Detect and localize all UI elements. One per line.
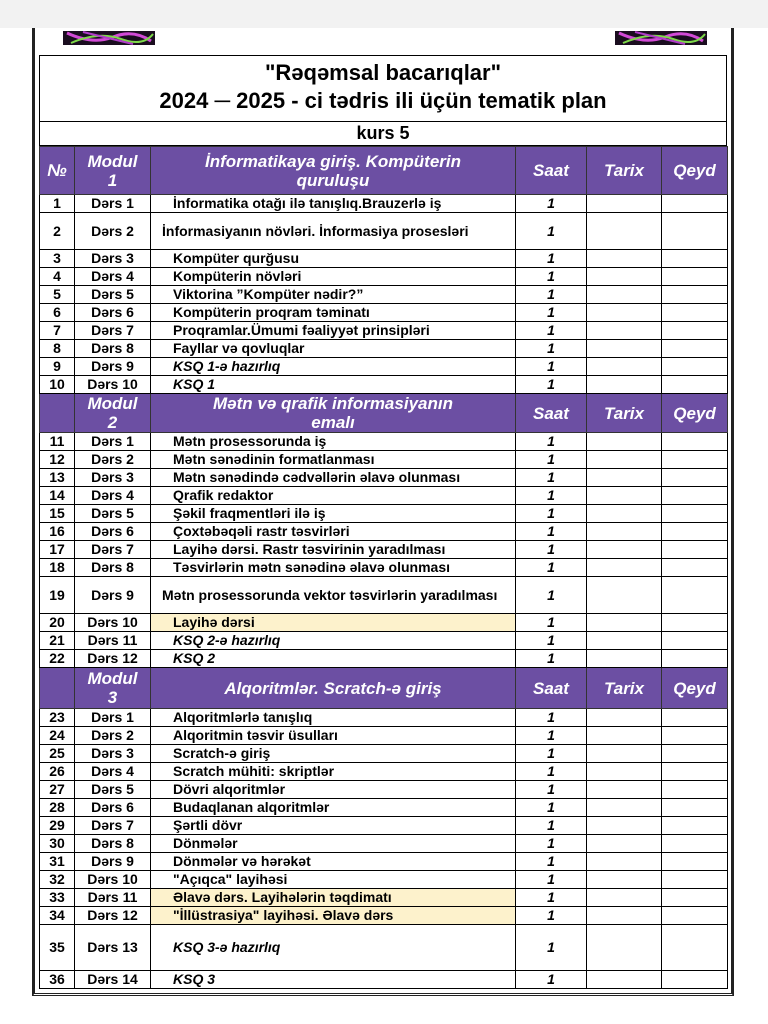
lesson-label: Dərs 1 <box>75 195 151 213</box>
table-row <box>40 650 728 668</box>
lesson-number: 11 <box>40 433 75 451</box>
lesson-note-cell <box>662 907 728 925</box>
lesson-hours: 1 <box>516 817 587 835</box>
lesson-title: Təsvirlərin mətn sənədinə əlavə olunması <box>151 559 516 577</box>
lesson-date-cell <box>587 250 662 268</box>
table-row <box>40 523 728 541</box>
lesson-title: Əlavə dərs. Layihələrin təqdimatı <box>151 889 516 907</box>
lesson-number: 22 <box>40 650 75 668</box>
lesson-hours: 1 <box>516 250 587 268</box>
header-date: Tarix <box>587 394 662 433</box>
lesson-number: 2 <box>40 213 75 250</box>
lesson-date-cell <box>587 487 662 505</box>
lesson-hours: 1 <box>516 340 587 358</box>
lesson-date-cell <box>587 853 662 871</box>
lesson-number: 26 <box>40 763 75 781</box>
lesson-label: Dərs 2 <box>75 451 151 469</box>
lesson-title: Layihə dərsi. Rastr təsvirinin yaradılması <box>151 541 516 559</box>
lesson-title: İnformatika otağı ilə tanışlıq.Brauzerlə iş <box>151 195 516 213</box>
lesson-hours: 1 <box>516 799 587 817</box>
lesson-note-cell <box>662 577 728 614</box>
lesson-hours: 1 <box>516 650 587 668</box>
table-row <box>40 376 728 394</box>
table-row <box>40 799 728 817</box>
lesson-note-cell <box>662 781 728 799</box>
table-row <box>40 925 728 971</box>
lesson-note-cell <box>662 925 728 971</box>
lesson-hours: 1 <box>516 763 587 781</box>
lesson-number: 10 <box>40 376 75 394</box>
lesson-date-cell <box>587 709 662 727</box>
lesson-label: Dərs 9 <box>75 853 151 871</box>
lesson-number: 6 <box>40 304 75 322</box>
lesson-note-cell <box>662 799 728 817</box>
lesson-number: 19 <box>40 577 75 614</box>
lesson-date-cell <box>587 559 662 577</box>
lesson-date-cell <box>587 889 662 907</box>
lesson-title: Kompüterin proqram təminatı <box>151 304 516 322</box>
table-row <box>40 250 728 268</box>
lesson-hours: 1 <box>516 376 587 394</box>
header-date: Tarix <box>587 147 662 195</box>
lesson-title: Fayllar və qovluqlar <box>151 340 516 358</box>
lesson-label: Dərs 7 <box>75 817 151 835</box>
lesson-hours: 1 <box>516 727 587 745</box>
lesson-title: Şəkil fraqmentləri ilə iş <box>151 505 516 523</box>
lesson-note-cell <box>662 195 728 213</box>
lesson-number: 4 <box>40 268 75 286</box>
lesson-date-cell <box>587 358 662 376</box>
table-row <box>40 451 728 469</box>
lesson-date-cell <box>587 835 662 853</box>
lesson-date-cell <box>587 322 662 340</box>
table-row <box>40 577 728 614</box>
lesson-label: Dərs 7 <box>75 322 151 340</box>
table-row <box>40 322 728 340</box>
lesson-hours: 1 <box>516 871 587 889</box>
lesson-label: Dərs 2 <box>75 727 151 745</box>
header-note: Qeyd <box>662 668 728 709</box>
lesson-label: Dərs 13 <box>75 925 151 971</box>
lesson-number: 23 <box>40 709 75 727</box>
table-row <box>40 853 728 871</box>
lesson-date-cell <box>587 871 662 889</box>
lesson-note-cell <box>662 614 728 632</box>
lesson-title: KSQ 3 <box>151 971 516 989</box>
lesson-note-cell <box>662 709 728 727</box>
lesson-hours: 1 <box>516 268 587 286</box>
lesson-hours: 1 <box>516 709 587 727</box>
lesson-number: 31 <box>40 853 75 871</box>
header-note: Qeyd <box>662 147 728 195</box>
decorative-ornament-right <box>615 31 707 45</box>
lesson-date-cell <box>587 727 662 745</box>
lesson-note-cell <box>662 745 728 763</box>
lesson-number: 17 <box>40 541 75 559</box>
lesson-number: 21 <box>40 632 75 650</box>
lesson-title: Mətn sənədində cədvəllərin əlavə olunması <box>151 469 516 487</box>
lesson-note-cell <box>662 871 728 889</box>
lesson-title: Proqramlar.Ümumi fəaliyyət prinsipləri <box>151 322 516 340</box>
table-row <box>40 541 728 559</box>
lesson-date-cell <box>587 650 662 668</box>
table-row <box>40 889 728 907</box>
lesson-label: Dərs 3 <box>75 469 151 487</box>
lesson-hours: 1 <box>516 853 587 871</box>
lesson-date-cell <box>587 632 662 650</box>
document-title-box <box>39 55 727 122</box>
module-header-row <box>40 394 728 433</box>
lesson-number: 7 <box>40 322 75 340</box>
lesson-note-cell <box>662 889 728 907</box>
lesson-date-cell <box>587 541 662 559</box>
module-topic: Alqoritmlər. Scratch-ə giriş <box>151 668 516 709</box>
lesson-number: 8 <box>40 340 75 358</box>
lesson-hours: 1 <box>516 451 587 469</box>
table-row <box>40 559 728 577</box>
header-number-empty <box>40 668 75 709</box>
lesson-number: 15 <box>40 505 75 523</box>
lesson-title: Scratch mühiti: skriptlər <box>151 763 516 781</box>
table-row <box>40 433 728 451</box>
lesson-number: 1 <box>40 195 75 213</box>
lesson-date-cell <box>587 505 662 523</box>
lesson-hours: 1 <box>516 971 587 989</box>
lesson-date-cell <box>587 286 662 304</box>
lesson-date-cell <box>587 799 662 817</box>
lesson-note-cell <box>662 376 728 394</box>
table-row <box>40 971 728 989</box>
module-topic: Mətn və qrafik informasiyanın emalı <box>151 394 516 433</box>
lesson-label: Dərs 11 <box>75 889 151 907</box>
lesson-label: Dərs 2 <box>75 213 151 250</box>
lesson-hours: 1 <box>516 523 587 541</box>
module-header-row <box>40 147 728 195</box>
lesson-title: Budaqlanan alqoritmlər <box>151 799 516 817</box>
lesson-number: 34 <box>40 907 75 925</box>
lesson-note-cell <box>662 487 728 505</box>
lesson-label: Dərs 12 <box>75 650 151 668</box>
table-row <box>40 213 728 250</box>
lesson-number: 16 <box>40 523 75 541</box>
lesson-note-cell <box>662 250 728 268</box>
lesson-number: 30 <box>40 835 75 853</box>
lesson-note-cell <box>662 853 728 871</box>
lesson-label: Dərs 8 <box>75 835 151 853</box>
lesson-date-cell <box>587 376 662 394</box>
lesson-title: Qrafik redaktor <box>151 487 516 505</box>
lesson-note-cell <box>662 541 728 559</box>
table-row <box>40 727 728 745</box>
lesson-number: 24 <box>40 727 75 745</box>
lesson-note-cell <box>662 451 728 469</box>
lesson-label: Dərs 9 <box>75 358 151 376</box>
module-label: Modul 2 <box>75 394 151 433</box>
table-row <box>40 871 728 889</box>
lesson-title: Dönmələr <box>151 835 516 853</box>
lesson-note-cell <box>662 358 728 376</box>
lesson-number: 29 <box>40 817 75 835</box>
lesson-title: "İllüstrasiya" layihəsi. Əlavə dərs <box>151 907 516 925</box>
lesson-hours: 1 <box>516 614 587 632</box>
table-row <box>40 614 728 632</box>
lesson-note-cell <box>662 469 728 487</box>
lesson-hours: 1 <box>516 433 587 451</box>
lesson-note-cell <box>662 763 728 781</box>
table-row <box>40 505 728 523</box>
lesson-note-cell <box>662 286 728 304</box>
lesson-title: Kompüter qurğusu <box>151 250 516 268</box>
lesson-title: KSQ 2-ə hazırlıq <box>151 632 516 650</box>
lesson-number: 5 <box>40 286 75 304</box>
header-number-empty <box>40 394 75 433</box>
table-row <box>40 817 728 835</box>
lesson-note-cell <box>662 322 728 340</box>
lesson-note-cell <box>662 433 728 451</box>
lesson-date-cell <box>587 523 662 541</box>
lesson-hours: 1 <box>516 505 587 523</box>
lesson-label: Dərs 6 <box>75 799 151 817</box>
course-label: kurs 5 <box>39 121 727 146</box>
lesson-date-cell <box>587 340 662 358</box>
lesson-title: Scratch-ə giriş <box>151 745 516 763</box>
lesson-number: 18 <box>40 559 75 577</box>
lesson-title: Mətn prosessorunda vektor təsvirlərin yaradılması <box>151 577 516 614</box>
lesson-title: Mətn prosessorunda iş <box>151 433 516 451</box>
lesson-title: Mətn sənədinin formatlanması <box>151 451 516 469</box>
header-hours: Saat <box>516 147 587 195</box>
lesson-note-cell <box>662 340 728 358</box>
table-row <box>40 763 728 781</box>
lesson-hours: 1 <box>516 322 587 340</box>
lesson-date-cell <box>587 925 662 971</box>
lesson-label: Dərs 10 <box>75 614 151 632</box>
lesson-number: 20 <box>40 614 75 632</box>
lesson-number: 28 <box>40 799 75 817</box>
lesson-note-cell <box>662 523 728 541</box>
lesson-note-cell <box>662 650 728 668</box>
table-row <box>40 709 728 727</box>
lesson-hours: 1 <box>516 907 587 925</box>
lesson-note-cell <box>662 268 728 286</box>
table-row <box>40 304 728 322</box>
table-row <box>40 469 728 487</box>
lesson-label: Dərs 8 <box>75 340 151 358</box>
lesson-hours: 1 <box>516 559 587 577</box>
lesson-note-cell <box>662 505 728 523</box>
lesson-date-cell <box>587 304 662 322</box>
lesson-label: Dərs 14 <box>75 971 151 989</box>
lesson-title: Viktorina ”Kompüter nədir?” <box>151 286 516 304</box>
lesson-label: Dərs 10 <box>75 871 151 889</box>
table-row <box>40 195 728 213</box>
lesson-label: Dərs 1 <box>75 433 151 451</box>
lesson-label: Dərs 7 <box>75 541 151 559</box>
lesson-label: Dərs 12 <box>75 907 151 925</box>
lesson-label: Dərs 10 <box>75 376 151 394</box>
lesson-hours: 1 <box>516 835 587 853</box>
lesson-hours: 1 <box>516 358 587 376</box>
lesson-label: Dərs 4 <box>75 487 151 505</box>
table-row <box>40 745 728 763</box>
lesson-title: Dönmələr və hərəkət <box>151 853 516 871</box>
lesson-hours: 1 <box>516 925 587 971</box>
header-hours: Saat <box>516 668 587 709</box>
lesson-note-cell <box>662 727 728 745</box>
lesson-hours: 1 <box>516 889 587 907</box>
lesson-date-cell <box>587 469 662 487</box>
lesson-number: 3 <box>40 250 75 268</box>
lesson-label: Dərs 3 <box>75 745 151 763</box>
table-row <box>40 358 728 376</box>
module-topic: İnformatikaya giriş. Kompüterin quruluşu <box>151 147 516 195</box>
lesson-title: Layihə dərsi <box>151 614 516 632</box>
lesson-title: Dövri alqoritmlər <box>151 781 516 799</box>
lesson-date-cell <box>587 763 662 781</box>
header-hours: Saat <box>516 394 587 433</box>
lesson-number: 35 <box>40 925 75 971</box>
lesson-label: Dərs 8 <box>75 559 151 577</box>
lesson-number: 33 <box>40 889 75 907</box>
header-number: № <box>40 147 75 195</box>
decorative-ornament-left <box>63 31 155 45</box>
module-header-row <box>40 668 728 709</box>
lesson-number: 32 <box>40 871 75 889</box>
table-row <box>40 632 728 650</box>
table-row <box>40 907 728 925</box>
lesson-note-cell <box>662 817 728 835</box>
lesson-number: 36 <box>40 971 75 989</box>
header-note: Qeyd <box>662 394 728 433</box>
lesson-title: Kompüterin növləri <box>151 268 516 286</box>
lesson-note-cell <box>662 632 728 650</box>
lesson-note-cell <box>662 971 728 989</box>
lesson-label: Dərs 9 <box>75 577 151 614</box>
lesson-hours: 1 <box>516 781 587 799</box>
lesson-title: KSQ 2 <box>151 650 516 668</box>
lesson-number: 25 <box>40 745 75 763</box>
lesson-hours: 1 <box>516 304 587 322</box>
lesson-title: KSQ 3-ə hazırlıq <box>151 925 516 971</box>
table-row <box>40 268 728 286</box>
table-row <box>40 781 728 799</box>
page-top-margin <box>0 0 768 28</box>
lesson-note-cell <box>662 835 728 853</box>
lesson-title: Çoxtəbəqəli rastr təsvirləri <box>151 523 516 541</box>
lesson-note-cell <box>662 304 728 322</box>
lesson-hours: 1 <box>516 469 587 487</box>
lesson-hours: 1 <box>516 632 587 650</box>
lesson-hours: 1 <box>516 286 587 304</box>
lesson-title: KSQ 1 <box>151 376 516 394</box>
lesson-date-cell <box>587 971 662 989</box>
lesson-title: "Açıqca" layihəsi <box>151 871 516 889</box>
lesson-label: Dərs 6 <box>75 523 151 541</box>
table-row <box>40 286 728 304</box>
lesson-hours: 1 <box>516 541 587 559</box>
lesson-hours: 1 <box>516 745 587 763</box>
lesson-label: Dərs 11 <box>75 632 151 650</box>
document-title: "Rəqəmsal bacarıqlar" <box>264 60 502 85</box>
lesson-label: Dərs 5 <box>75 781 151 799</box>
lesson-label: Dərs 6 <box>75 304 151 322</box>
table-row <box>40 340 728 358</box>
lesson-date-cell <box>587 745 662 763</box>
lesson-title: KSQ 1-ə hazırlıq <box>151 358 516 376</box>
lesson-label: Dərs 5 <box>75 505 151 523</box>
lesson-label: Dərs 4 <box>75 268 151 286</box>
lesson-label: Dərs 4 <box>75 763 151 781</box>
lesson-label: Dərs 3 <box>75 250 151 268</box>
thematic-plan-table <box>39 146 728 989</box>
lesson-hours: 1 <box>516 577 587 614</box>
lesson-date-cell <box>587 577 662 614</box>
lesson-date-cell <box>587 268 662 286</box>
table-row <box>40 835 728 853</box>
lesson-title: Şərtli dövr <box>151 817 516 835</box>
lesson-number: 13 <box>40 469 75 487</box>
table-row <box>40 487 728 505</box>
lesson-number: 12 <box>40 451 75 469</box>
lesson-date-cell <box>587 433 662 451</box>
lesson-date-cell <box>587 907 662 925</box>
lesson-title: İnformasiyanın növləri. İnformasiya prosesləri <box>151 213 516 250</box>
document-subtitle: 2024 ─ 2025 - ci tədris ili üçün tematik plan <box>159 88 607 113</box>
lesson-label: Dərs 5 <box>75 286 151 304</box>
lesson-date-cell <box>587 451 662 469</box>
lesson-date-cell <box>587 195 662 213</box>
lesson-number: 27 <box>40 781 75 799</box>
lesson-title: Alqoritmin təsvir üsulları <box>151 727 516 745</box>
lesson-label: Dərs 1 <box>75 709 151 727</box>
lesson-title: Alqoritmlərlə tanışlıq <box>151 709 516 727</box>
module-label: Modul 3 <box>75 668 151 709</box>
lesson-note-cell <box>662 559 728 577</box>
lesson-date-cell <box>587 817 662 835</box>
module-label: Modul 1 <box>75 147 151 195</box>
lesson-date-cell <box>587 614 662 632</box>
lesson-date-cell <box>587 781 662 799</box>
lesson-hours: 1 <box>516 213 587 250</box>
lesson-hours: 1 <box>516 487 587 505</box>
lesson-hours: 1 <box>516 195 587 213</box>
lesson-note-cell <box>662 213 728 250</box>
lesson-date-cell <box>587 213 662 250</box>
header-date: Tarix <box>587 668 662 709</box>
lesson-number: 14 <box>40 487 75 505</box>
lesson-number: 9 <box>40 358 75 376</box>
